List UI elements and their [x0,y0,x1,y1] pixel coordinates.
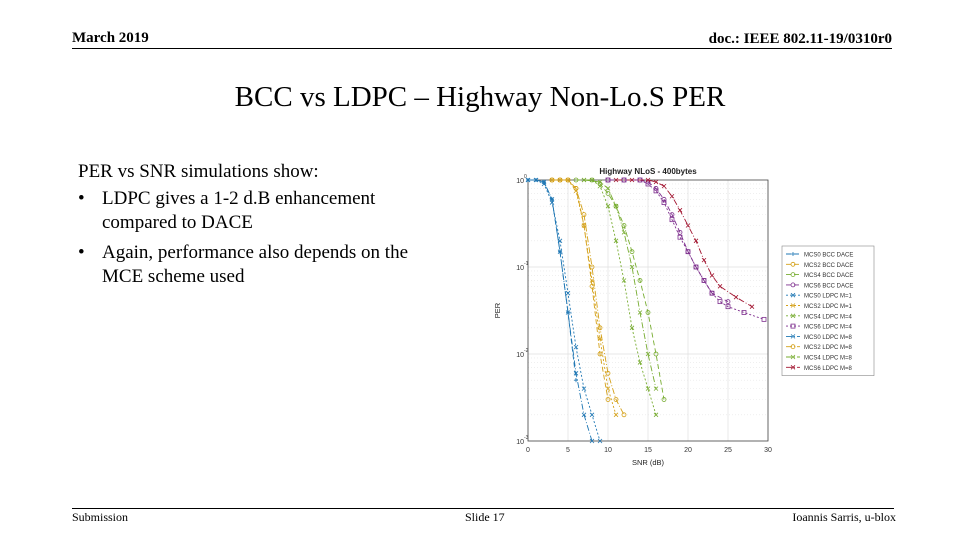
footer-submission: Submission [72,510,129,524]
legend-entry: MCS6 LDPC M=8 [804,365,852,372]
x-tick-label: 15 [644,447,652,454]
y-tick-exponent: -1 [524,261,529,267]
header-date: March 2019 [72,30,149,46]
legend-entry: MCS4 LDPC M=4 [804,314,852,321]
chart-title: Highway NLoS - 400bytes [599,167,697,176]
header-doc-id: doc.: IEEE 802.11-19/0310r0 [708,31,892,47]
x-tick-label: 5 [566,447,570,454]
x-tick-label: 0 [526,447,530,454]
footer-author: Ioannis Sarris, u-blox [792,510,896,524]
legend-entry: MCS6 LDPC M=4 [804,324,852,331]
per-vs-snr-chart [486,160,886,470]
bullet-item [78,241,448,289]
y-tick-label: 10 [516,352,524,359]
legend-entry: MCS6 BCC DACE [804,283,854,290]
bullet-item [78,187,448,235]
x-tick-label: 30 [764,447,772,454]
header-divider [72,48,892,49]
bullet-marker: • [78,188,85,209]
bullet-marker: • [78,242,85,263]
legend-entry: MCS0 LDPC M=8 [804,334,852,341]
y-tick-label: 10 [516,178,524,185]
legend-entry: MCS4 LDPC M=8 [804,355,852,362]
bullet-list [78,187,448,289]
y-tick-exponent: -2 [524,348,529,354]
legend-entry: MCS0 BCC DACE [804,252,854,259]
legend-entry: MCS2 LDPC M=1 [804,304,852,310]
legend-entry: MCS4 BCC DACE [804,273,854,280]
x-axis-label: SNR (dB) [631,458,665,467]
legend-entry: MCS2 BCC DACE [804,262,854,269]
slide-body [78,160,448,295]
bullet-text: Again, performance also depends on the MCE scheme used [102,242,409,287]
slide-title: BCC vs LDPC – Highway Non-Lo.S PER [234,81,726,113]
x-tick-label: 25 [724,447,732,454]
x-tick-label: 10 [604,447,612,454]
intro-text: PER vs SNR simulations show: [78,161,319,182]
y-tick-exponent: 0 [524,174,527,180]
y-tick-label: 10 [516,439,524,446]
bullet-text: LDPC gives a 1-2 d.B enhancement compared to DACE [102,188,376,233]
legend-entry: MCS0 LDPC M=1 [804,293,852,300]
footer-divider [72,508,894,509]
x-tick-label: 20 [684,447,692,454]
y-tick-exponent: -3 [524,435,529,441]
legend-entry: MCS2 LDPC M=8 [804,345,852,352]
y-axis-label: PER [493,302,502,319]
footer-slide-number: Slide 17 [465,510,505,524]
y-tick-label: 10 [516,265,524,272]
